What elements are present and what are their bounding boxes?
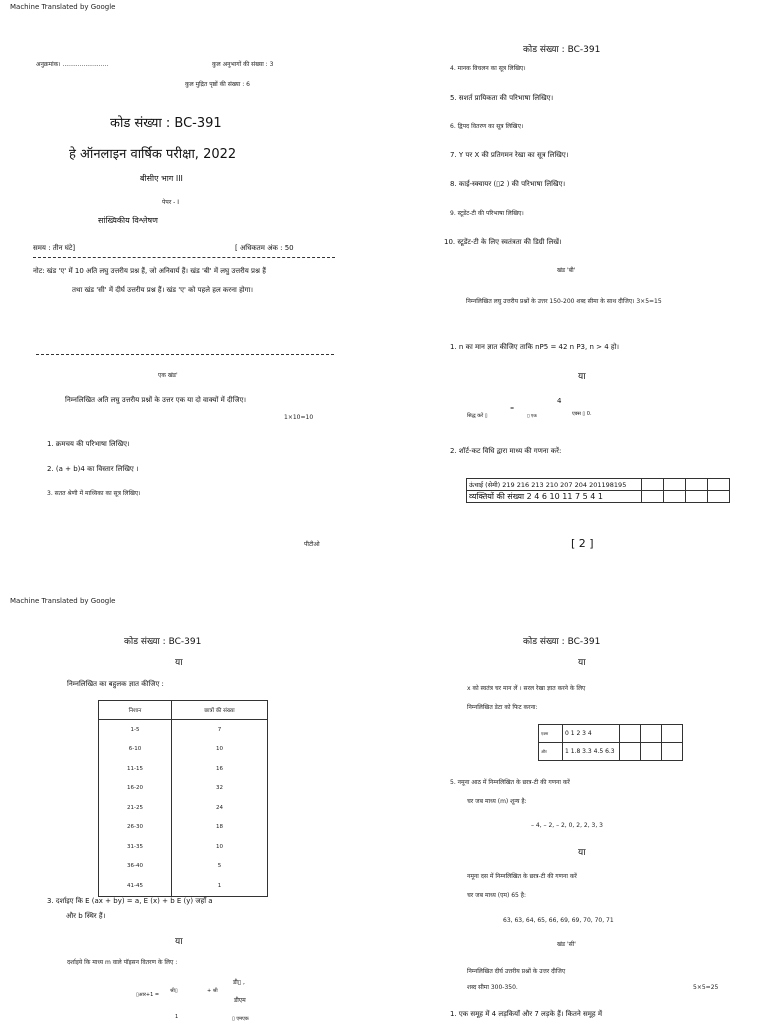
or-label: या [578, 658, 586, 668]
question-b5-line-2: चर जब माध्य (m) शून्य है: [467, 798, 527, 805]
section-a-heading: एक खंड' [158, 372, 178, 379]
or-label: या [175, 937, 183, 947]
table-cell [641, 743, 662, 761]
formula-fragment: एक्स ▯ 0. [572, 411, 592, 417]
code-number: कोड संख्या : BC-391 [110, 116, 222, 131]
table-cell: 6-10 [99, 740, 172, 760]
marks-frequency-table [98, 700, 268, 897]
note-line-2: तथा खंड 'सी' में दीर्घ उत्तरीय प्रश्न हैं। खंड 'ए' को पहले हल करना होगा। [72, 286, 254, 294]
formula-fragment: = [510, 406, 515, 412]
formula-fragment: ▯आर+1 = [136, 992, 160, 998]
table-row [99, 740, 268, 760]
regression-line-1: x को स्वतंत्र चर मान लें । सरल रेखा ज्ञात करने के लिए [467, 685, 586, 692]
question-a5: 5. सशर्त प्रायिकता की परिभाषा लिखिए। [450, 94, 554, 102]
table-cell: 1 1.8 3.3 4.5 6.3 [563, 743, 620, 761]
table-row [99, 876, 268, 896]
table-cell [708, 491, 730, 503]
table-cell: और [539, 743, 563, 761]
total-sections: कुल अनुभागों की संख्या : 3 [212, 61, 274, 68]
question-a9: 9. स्टूडेंट-टी की परिभाषा लिखिए। [450, 210, 524, 217]
printed-pages: कुल मुद्रित पृष्ठों की संख्या : 6 [185, 81, 250, 88]
regression-data-table [538, 724, 683, 761]
table-row [539, 743, 683, 761]
table-cell [662, 725, 683, 743]
table-cell: 36-40 [99, 857, 172, 877]
question-a10: 10. स्टूडेंट-टी के लिए स्वतंत्रता की डिग्री लिखें। [444, 238, 562, 246]
exam-title: हे ऑनलाइन वार्षिक परीक्षा, 2022 [69, 147, 237, 162]
alternate-line-1: नमूना दस में निम्नलिखित के छात्र-टी की गणना करें [467, 873, 577, 880]
height-frequency-table [466, 478, 730, 503]
code-number: कोड संख्या : BC-391 [523, 637, 601, 647]
table-cell: ऊंचाई (सेमी) 219 216 213 210 207 204 201198195 [467, 479, 642, 491]
dashed-divider [33, 257, 335, 258]
or-label: या [578, 372, 586, 382]
formula-fragment: श्री▯ [170, 988, 178, 994]
table-row [467, 479, 730, 491]
table-cell: 31-35 [99, 837, 172, 857]
table-cell: 10 [172, 740, 268, 760]
table-cell: 10 [172, 837, 268, 857]
question-b3-line-1: 3. दर्शाइए कि E (ax + by) = a, E (x) + b E (y) जहाँ a [47, 897, 213, 905]
question-a4: 4. मानक विचलन का सूत्र लिखिए। [450, 65, 526, 72]
question-a7: 7. Y पर X की प्रतिगमन रेखा का सूत्र लिखिए। [450, 151, 569, 159]
section-c-marks: 5×5=25 [693, 984, 719, 991]
question-a1: 1. क्रमचय की परिभाषा लिखिए। [47, 440, 130, 448]
table-cell [664, 479, 686, 491]
table-cell: 32 [172, 779, 268, 799]
table-cell: 26-30 [99, 818, 172, 838]
section-a-marks: 1×10=10 [284, 414, 314, 421]
or-label: या [578, 848, 586, 858]
table-header-cell: निशान [99, 701, 172, 720]
sample-values: 63, 63, 64, 65, 66, 69, 69, 70, 70, 71 [503, 917, 614, 924]
table-cell: 1 [172, 876, 268, 896]
table-cell: 18 [172, 818, 268, 838]
formula-fragment: डी▯ , [233, 979, 245, 986]
table-cell: 21-25 [99, 798, 172, 818]
or-label: या [175, 658, 183, 668]
exam-time: समय : तीन घंटे] [33, 244, 76, 252]
table-cell [642, 479, 664, 491]
question-a6: 6. द्विपद वितरण का सूत्र लिखिए। [450, 123, 524, 130]
dashed-divider [36, 354, 334, 355]
table-cell: 16-20 [99, 779, 172, 799]
note-line-1: नोट: खंड 'ए' में 10 अति लघु उत्तरीय प्रश्न हैं, जो अनिवार्य हैं। खंड 'बी' में लघु उत्तरीय प्रश्न हैं [33, 267, 266, 275]
table-cell [708, 479, 730, 491]
formula-fragment: 1 [175, 1014, 179, 1020]
table-cell: व्यक्तियों की संख्या 2 4 6 10 11 7 5 4 1 [467, 491, 642, 503]
table-cell [642, 491, 664, 503]
page-number: [ 2 ] [571, 537, 594, 550]
table-cell: 16 [172, 759, 268, 779]
roll-number: अनुक्रमांक। ........................ [36, 61, 109, 68]
question-a3: 3. सतत श्रेणी में माध्यिका का सूत्र लिखिए। [47, 490, 141, 497]
header-note: Machine Translated by Google [10, 597, 116, 605]
regression-line-2: निम्नलिखित डेटा को फिट करना: [467, 704, 538, 711]
table-row [99, 798, 268, 818]
table-cell [686, 479, 708, 491]
question-a2: 2. (a + b)4 का विस्तार लिखिए । [47, 465, 139, 473]
poisson-instruction: दर्शाइये कि माध्य m वाले पॉइसन वितरण के लिए : [67, 959, 178, 966]
class-name: बीसीए भाग III [140, 174, 183, 183]
question-b2: 2. शॉर्ट-कट विधि द्वारा माध्य की गणना करें: [450, 447, 562, 455]
section-b-heading: खंड 'बी' [557, 267, 576, 274]
table-row [99, 779, 268, 799]
section-a-instruction: निम्नलिखित अति लघु उत्तरीय प्रश्नों के उत्तर एक या दो वाक्यों में दीजिए। [65, 396, 247, 404]
table-cell: 11-15 [99, 759, 172, 779]
question-b1: 1. n का मान ज्ञात कीजिए ताकि nP5 = 42 n P3, n > 4 हो। [450, 343, 620, 351]
table-cell [620, 725, 641, 743]
formula-fragment: सिद्ध करें ▯ [467, 413, 488, 419]
table-row [99, 759, 268, 779]
section-c-instruction-2: शब्द सीमा 300-350. [467, 984, 518, 991]
table-cell [641, 725, 662, 743]
alternate-line-2: चर जब माध्य (एम) 65 है: [467, 892, 526, 899]
formula-fragment: डीएम [234, 997, 246, 1004]
table-row [99, 818, 268, 838]
sample-values: – 4, – 2, – 2, 0, 2, 2, 3, 3 [531, 822, 603, 829]
table-row [467, 491, 730, 503]
formula-fragment: ▯ एक [527, 414, 537, 419]
question-a8: 8. काई-स्क्वायर (▯2 ) की परिभाषा लिखिए। [450, 180, 566, 188]
table-cell [662, 743, 683, 761]
table-cell: 5 [172, 857, 268, 877]
formula-fragment: + श्री [207, 988, 218, 994]
table-header-cell: छात्रों की संख्या [172, 701, 268, 720]
table-row [99, 701, 268, 720]
table-row [99, 857, 268, 877]
question-b5-line-1: 5. नमूना आठ में निम्नलिखित के छात्र-टी की गणना करें [450, 779, 570, 786]
table-cell: 41-45 [99, 876, 172, 896]
code-number: कोड संख्या : BC-391 [124, 637, 202, 647]
table-cell [664, 491, 686, 503]
header-note: Machine Translated by Google [10, 3, 116, 11]
table-cell: 0 1 2 3 4 [563, 725, 620, 743]
table-cell: एक्स [539, 725, 563, 743]
mode-instruction: निम्नलिखित का बहुलक ज्ञात कीजिए : [67, 680, 164, 688]
table-cell [620, 743, 641, 761]
table-cell: 1-5 [99, 720, 172, 740]
code-number: कोड संख्या : BC-391 [523, 45, 601, 55]
section-c-heading: खंड 'सी' [557, 941, 576, 948]
section-c-instruction-1: निम्नलिखित दीर्घ उत्तरीय प्रश्नों के उत्तर दीजिए [467, 968, 566, 975]
formula-fragment: 4 [557, 397, 562, 405]
max-marks: [ अधिकतम अंक : 50 [235, 244, 294, 252]
paper-number: पेपर - I [162, 199, 180, 206]
table-row [99, 837, 268, 857]
table-cell [686, 491, 708, 503]
formula-fragment: ▯ एमएक [232, 1016, 249, 1022]
table-cell: 24 [172, 798, 268, 818]
section-b-instruction: निम्नलिखित लघु उत्तरीय प्रश्नों के उत्तर 150-200 शब्द सीमा के साथ दीजिए। 3×5=15 [466, 298, 662, 305]
table-row [539, 725, 683, 743]
table-cell: 7 [172, 720, 268, 740]
pto-label: पीटीओ [304, 541, 320, 548]
question-c1: 1. एक समूह में 4 लड़कियाँ और 7 लड़के हैं। कितने समूह में [450, 1010, 603, 1018]
question-b3-line-2: और b स्थिर हैं। [66, 912, 106, 920]
subject-title: सांख्यिकीय विश्लेषण [98, 216, 158, 225]
table-row [99, 720, 268, 740]
